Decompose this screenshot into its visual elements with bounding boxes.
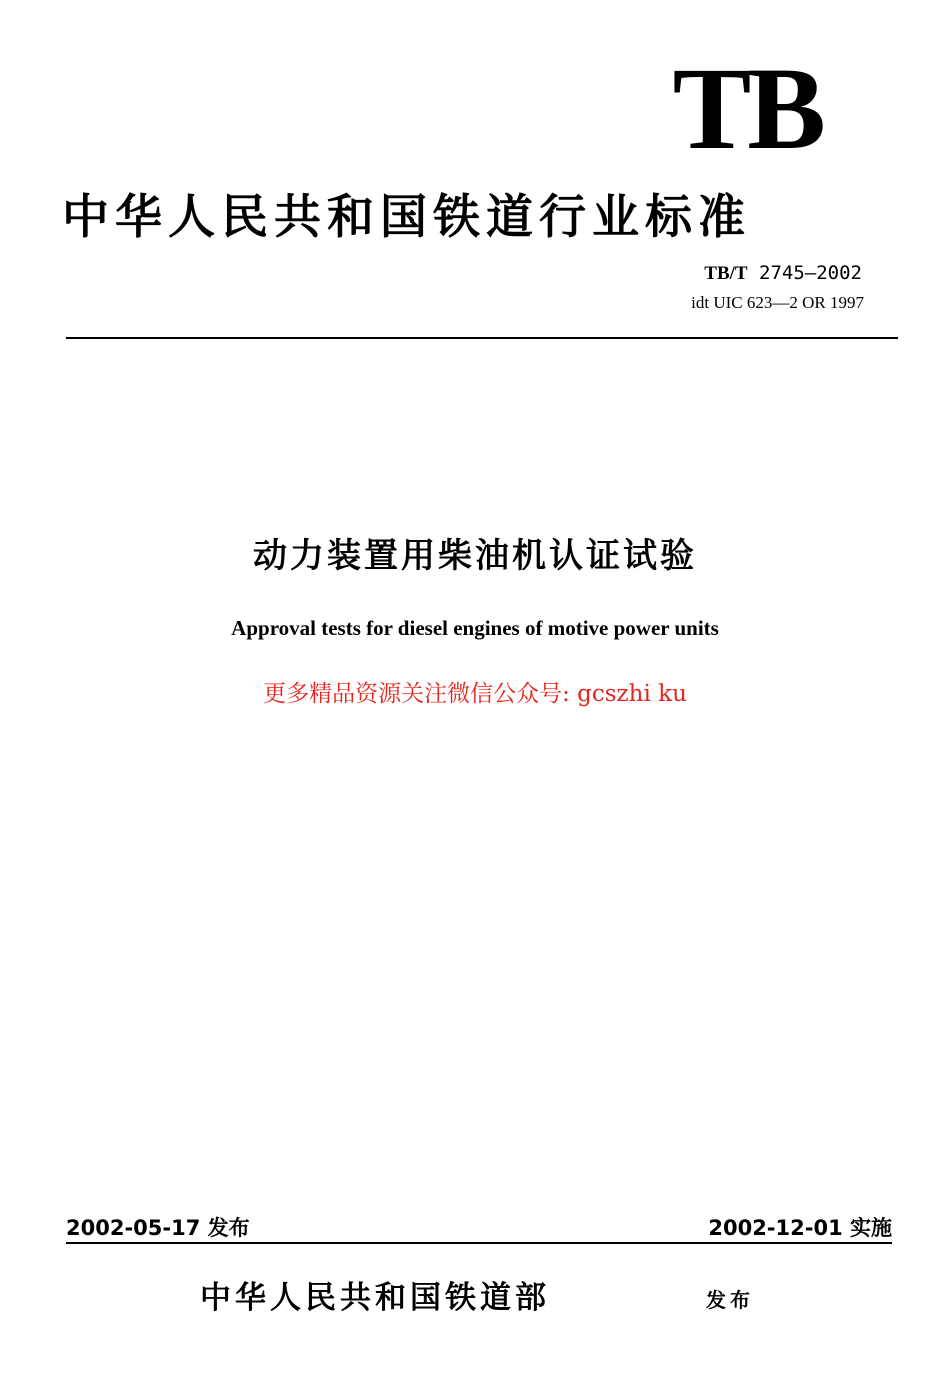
tb-logo: TB — [672, 43, 822, 174]
standard-number — [704, 262, 862, 285]
promo-text: 更多精品资源关注微信公众号: gcszhi ku — [263, 681, 687, 707]
adoption-note: idt UIC 623—2 OR 1997 — [691, 293, 864, 312]
document-title-en: Approval tests for diesel engines of motive power units — [231, 616, 719, 640]
footer-divider — [66, 1242, 892, 1244]
standard-prefix: TB/T — [704, 263, 748, 284]
promo-note — [0, 675, 950, 708]
issue-date: 2002-05-17 发布 — [66, 1216, 250, 1240]
publisher-suffix: 发布 — [706, 1288, 754, 1312]
header-divider — [66, 337, 898, 339]
implementation-date: 2002-12-01 实施 — [708, 1216, 892, 1240]
document-title-zh: 动力装置用柴油机认证试验 — [253, 536, 697, 576]
standard-class-title: 中华人民共和国铁道行业标准 — [62, 190, 751, 245]
standard-code: 2745—2002 — [759, 262, 862, 284]
publisher: 中华人民共和国铁道部 — [200, 1280, 550, 1316]
